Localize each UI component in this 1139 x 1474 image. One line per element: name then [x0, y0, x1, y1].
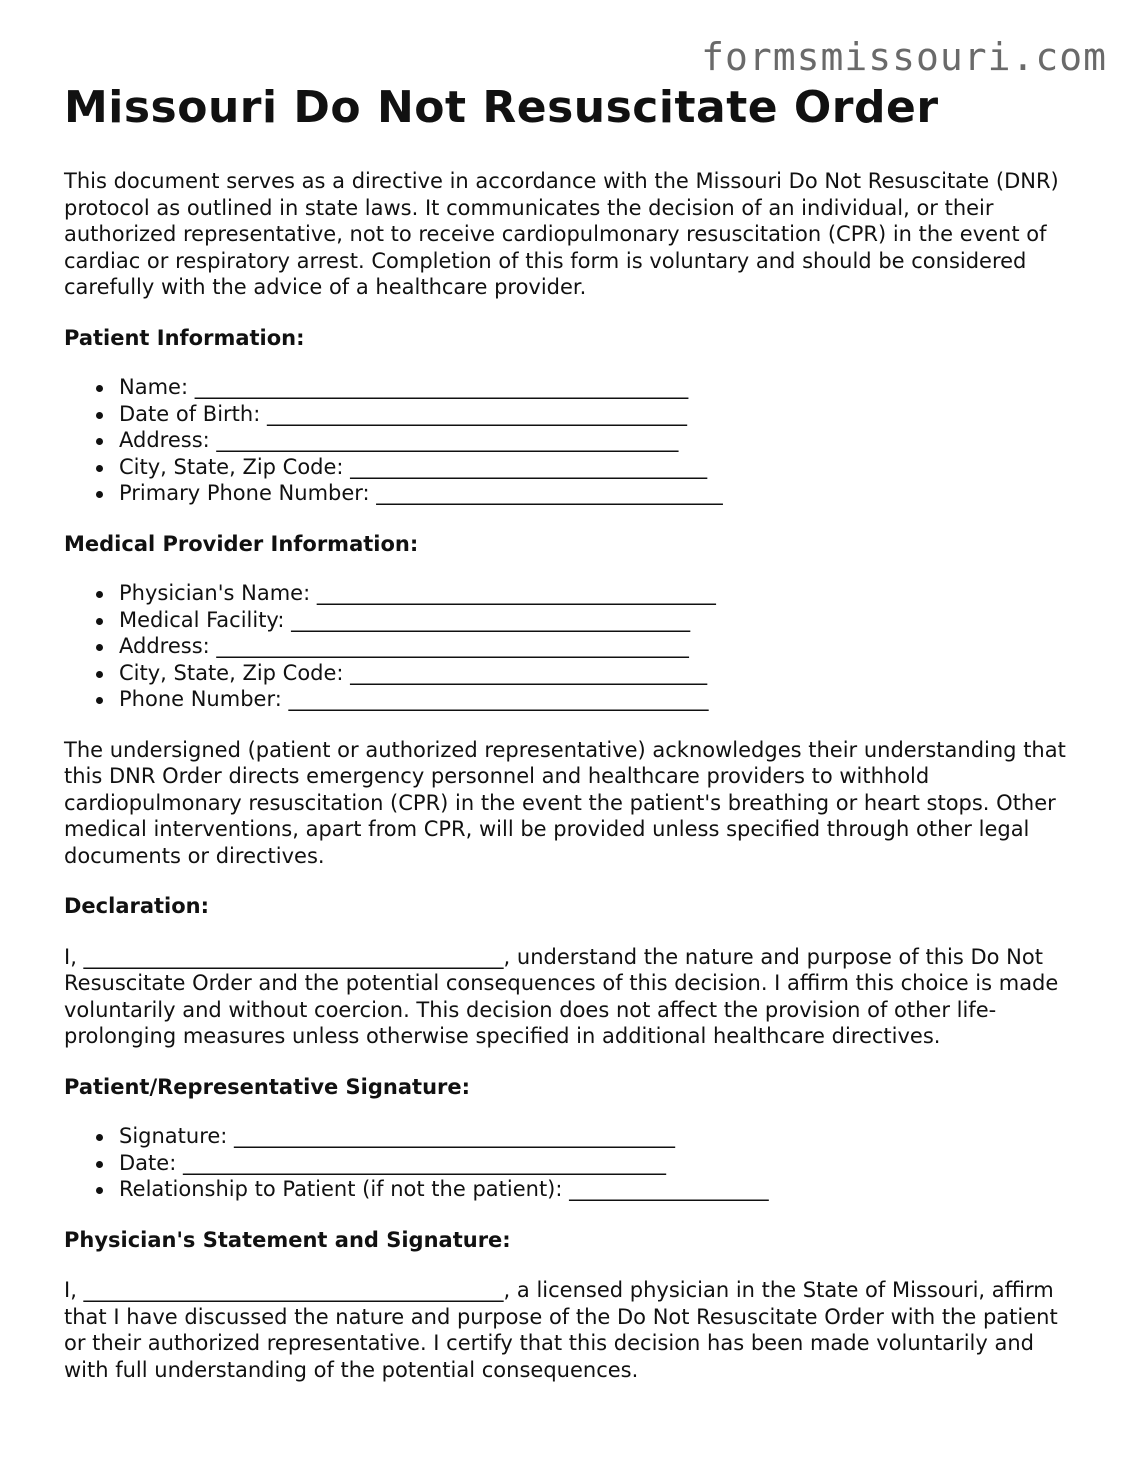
patient-info-list	[64, 374, 1084, 507]
patient-name-field[interactable]: Name: _______________________________________________	[119, 374, 1084, 401]
declaration-heading: Declaration:	[64, 894, 210, 918]
document-page	[64, 82, 1084, 1383]
patient-city-state-zip-field[interactable]: City, State, Zip Code: __________________________________	[119, 454, 1084, 481]
physician-statement-paragraph: I, ________________________________________, a licensed physician in the State of Missouri, affirm that I have discussed the nature and purpose of the Do Not Resuscitate Order with the patient or their authorized representative. I certify that this decision has been made voluntarily and with full understanding of the potential consequences.	[64, 1278, 1058, 1382]
page-title: Missouri Do Not Resuscitate Order	[64, 82, 939, 133]
signature-field[interactable]: Signature: __________________________________________	[119, 1123, 1084, 1150]
intro-paragraph: This document serves as a directive in accordance with the Missouri Do Not Resuscitate (DNR) protocol as outlined in state laws. It communicates the decision of an individual, or their authorized representative, not to receive cardiopulmonary resuscitation (CPR) in the event of cardiac or respiratory arrest. Completion of this form is voluntary and should be considered carefully with the advice of a healthcare provider.	[64, 169, 1059, 299]
patient-signature-list	[64, 1123, 1084, 1203]
provider-info-heading: Medical Provider Information:	[64, 531, 419, 556]
physician-name-field[interactable]: Physician's Name: ______________________________________	[119, 580, 1084, 607]
provider-phone-field[interactable]: Phone Number: ________________________________________	[119, 686, 1084, 713]
provider-address-field[interactable]: Address: _____________________________________________	[119, 633, 1084, 660]
patient-info-heading: Patient Information:	[64, 325, 305, 350]
patient-phone-field[interactable]: Primary Phone Number: _________________________________	[119, 480, 1084, 507]
date-field[interactable]: Date: ______________________________________________	[119, 1150, 1084, 1177]
physician-statement-heading: Physician's Statement and Signature:	[64, 1227, 511, 1252]
relationship-field[interactable]: Relationship to Patient (if not the patient): ___________________	[119, 1176, 1084, 1203]
patient-signature-heading: Patient/Representative Signature:	[64, 1074, 471, 1099]
patient-dob-field[interactable]: Date of Birth: ________________________________________	[119, 401, 1084, 428]
patient-address-field[interactable]: Address: ____________________________________________	[119, 427, 1084, 454]
provider-city-state-zip-field[interactable]: City, State, Zip Code: __________________________________	[119, 660, 1084, 687]
acknowledgement-paragraph: The undersigned (patient or authorized representative) acknowledges their understanding that this DNR Order directs emergency personnel and healthcare providers to withhold cardiopulmonary resuscitation (CPR) in the event the patient's breathing or heart stops. Other medical interventions, apart from CPR, will be provided unless specified through other legal documents or directives.	[64, 737, 1066, 868]
provider-info-list	[64, 580, 1084, 713]
watermark: formsmissouri.com	[701, 35, 1107, 79]
declaration-paragraph: I, ________________________________________, understand the nature and purpose of this Do Not Resuscitate Order and the potential consequences of this decision. I affirm this choice is made voluntarily and without coercion. This decision does not affect the provision of other life-prolonging measures unless otherwise specified in additional healthcare directives.	[64, 944, 1059, 1048]
medical-facility-field[interactable]: Medical Facility: ______________________________________	[119, 607, 1084, 634]
